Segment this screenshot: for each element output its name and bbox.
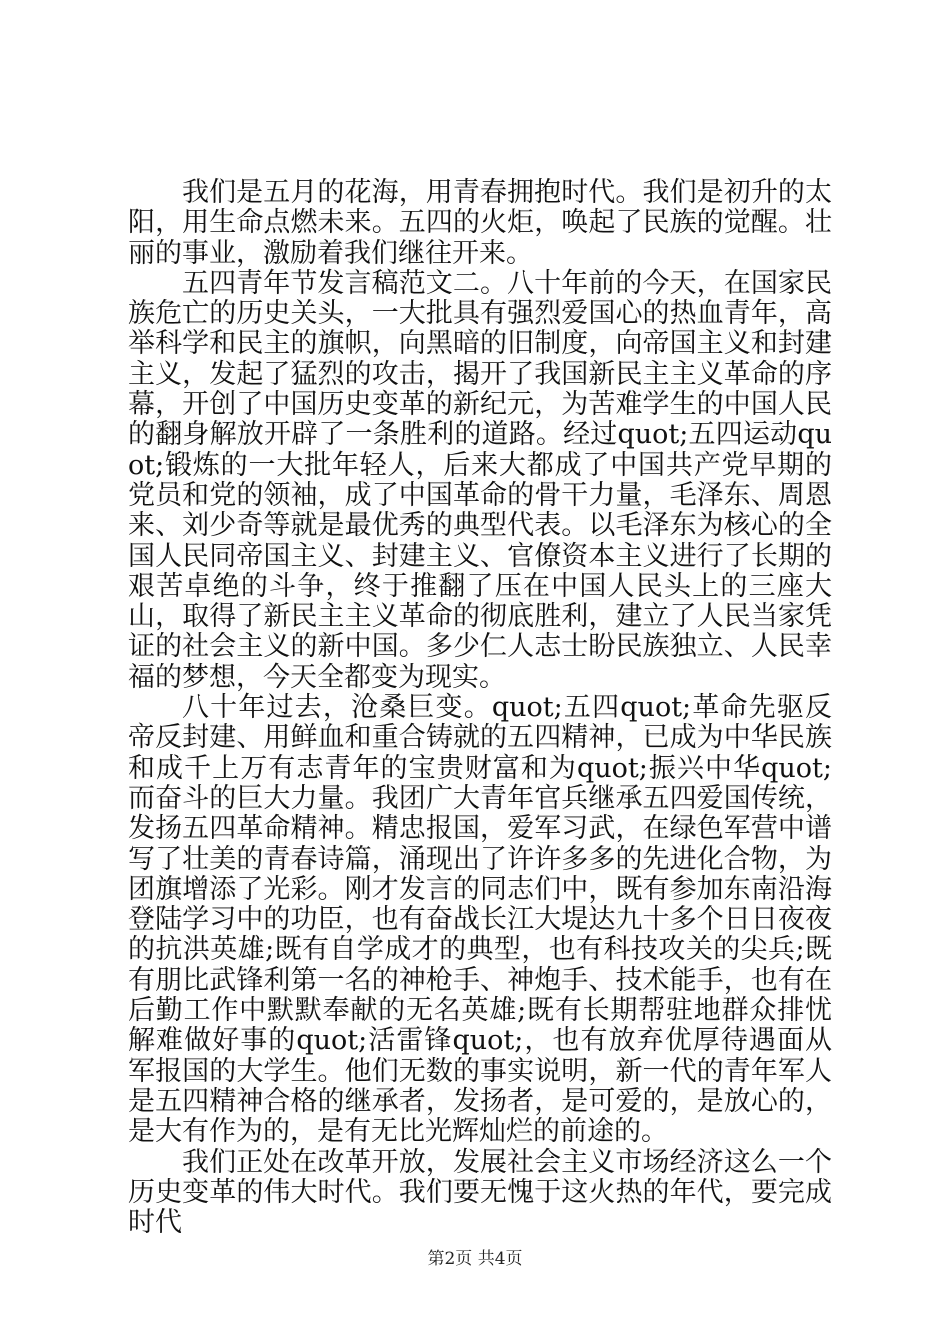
- page-number-footer: 第2页 共4页: [427, 1249, 523, 1269]
- document-body: [128, 178, 832, 1238]
- paragraph-3: 八十年过去，沧桑巨变。quot;五四quot;革命先驱反帝反封建、用鲜血和重合铸就的五四精神，已成为中华民族和成千上万有志青年的宝贵财富和为quot;振兴中华quot;而奋斗的巨大力量。我团广大青年官兵继承五四爱国传统，发扬五四革命精神。精忠报国，爱军习武，在绿色军营中谱写了壮美的青春诗篇，涌现出了许许多多的先进化合物，为团旗增添了光彩。刚才发言的同志们中，既有参加东南沿海登陆学习中的功臣，也有奋战长江大堤达九十多个日日夜夜的抗洪英雄;既有自学成才的典型，也有科技攻关的尖兵;既有朋比武锋利第一名的神枪手、神炮手、技术能手，也有在后勤工作中默默奉献的无名英雄;既有长期帮驻地群众排忧解难做好事的quot;活雷锋quot;，也有放弃优厚待遇面从军报国的大学生。他们无数的事实说明，新一代的青年军人是五四精神合格的继承者，发扬者，是可爱的，是放心的，是大有作为的，是有无比光辉灿烂的前途的。: [128, 692, 832, 1148]
- paragraph-1: 我们是五月的花海，用青春拥抱时代。我们是初升的太阳，用生命点燃未来。五四的火炬，唤起了民族的觉醒。壮丽的事业，激励着我们继往开来。: [128, 177, 832, 269]
- paragraph-4: 我们正处在改革开放，发展社会主义市场经济这么一个历史变革的伟大时代。我们要无愧于这火热的年代，要完成时代: [128, 1146, 832, 1239]
- paragraph-2: 五四青年节发言稿范文二。八十年前的今天，在国家民族危亡的历史关头，一大批具有强烈爱国心的热血青年，高举科学和民主的旗帜，向黑暗的旧制度，向帝国主义和封建主义，发起了猛烈的攻击，揭开了我国新民主主义革命的序幕，开创了中国历史变革的新纪元，为苦难学生的中国人民的翻身解放开辟了一条胜利的道路。经过quot;五四运动quot;锻炼的一大批年轻人，后来大都成了中国共产党早期的党员和党的领袖，成了中国革命的骨干力量，毛泽东、周恩来、刘少奇等就是最优秀的典型代表。以毛泽东为核心的全国人民同帝国主义、封建主义、官僚资本主义进行了长期的艰苦卓绝的斗争，终于推翻了压在中国人民头上的三座大山，取得了新民主主义革命的彻底胜利，建立了人民当家凭证的社会主义的新中国。多少仁人志士盼民族独立、人民幸福的梦想，今天全都变为现实。: [128, 267, 832, 693]
